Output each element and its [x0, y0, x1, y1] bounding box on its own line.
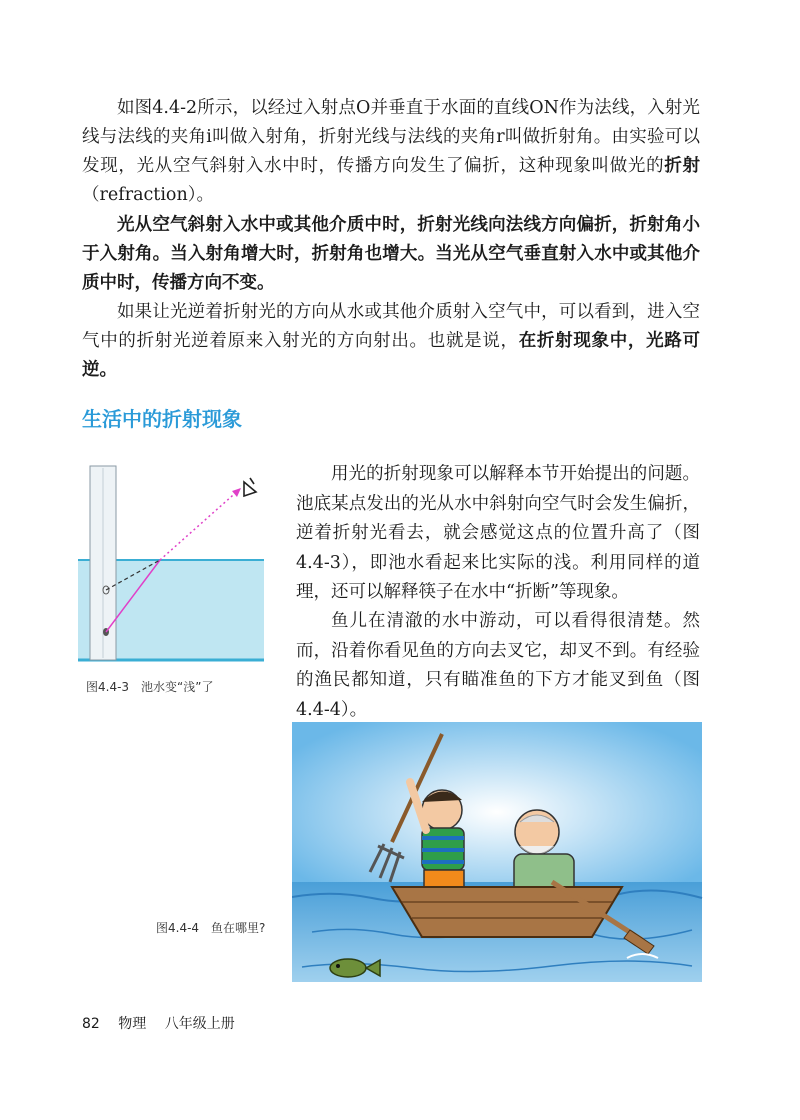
- term-refraction: 折射: [664, 156, 701, 176]
- figure-caption-4-4-4: 图4.4-4 鱼在哪里?: [156, 921, 266, 935]
- paragraph-refraction-law: 光从空气斜射入水中或其他介质中时，折射光线向法线方向偏折，折射角小于入射角。当入射角增大时，折射角也增大。当光从空气垂直射入水中或其他介质中时，传播方向不变。: [82, 215, 700, 293]
- paragraph-fishing: 鱼儿在清澈的水中游动，可以看得很清楚。然而，沿着你看见鱼的方向去叉它，却叉不到。有经验的渔民都知道，只有瞄准鱼的下方才能叉到鱼（图4.4-4）。: [296, 611, 700, 720]
- reversibility-statement: 在折射现象中，光路可逆。: [82, 331, 701, 380]
- eye-icon: [244, 478, 256, 496]
- section-title: 生活中的折射现象: [82, 407, 242, 431]
- page-footer: [82, 1013, 249, 1033]
- figure-caption-4-4-3: 图4.4-3 池水变“浅”了: [86, 680, 214, 694]
- paragraph-refraction-definition: 如图4.4-2所示，以经过入射点O并垂直于水面的直线ON作为法线，入射光线与法线的夹角i叫做入射角，折射光线与法线的夹角r叫做折射角。由实验可以发现，光从空气斜射入水中时，传播方向发生了偏折，这种现象叫做光的折射（refraction）。: [82, 98, 701, 205]
- figure-fishing-boat: [292, 722, 712, 1002]
- figure-pool-shallow: [78, 462, 268, 667]
- book-subject: 物理: [118, 1016, 147, 1032]
- book-grade: 八年级上册: [164, 1016, 235, 1032]
- paragraph-shallow-explanation: 用光的折射现象可以解释本节开始提出的问题。池底某点发出的光从水中斜射向空气时会发生偏折，逆着折射光看去，就会感觉这点的位置升高了（图4.4-3），即池水看起来比实际的浅。利用同样的道理，还可以解释筷子在水中“折断”等现象。: [296, 464, 700, 602]
- page-number: 82: [82, 1016, 100, 1032]
- paragraph-reversibility: 如果让光逆着折射光的方向从水或其他介质射入空气中，可以看到，进入空气中的折射光逆着原来入射光的方向射出。也就是说，在折射现象中，光路可逆。: [82, 302, 701, 380]
- rowboat: [392, 887, 622, 937]
- sky-background: [292, 722, 702, 902]
- refracted-ray: [160, 488, 241, 560]
